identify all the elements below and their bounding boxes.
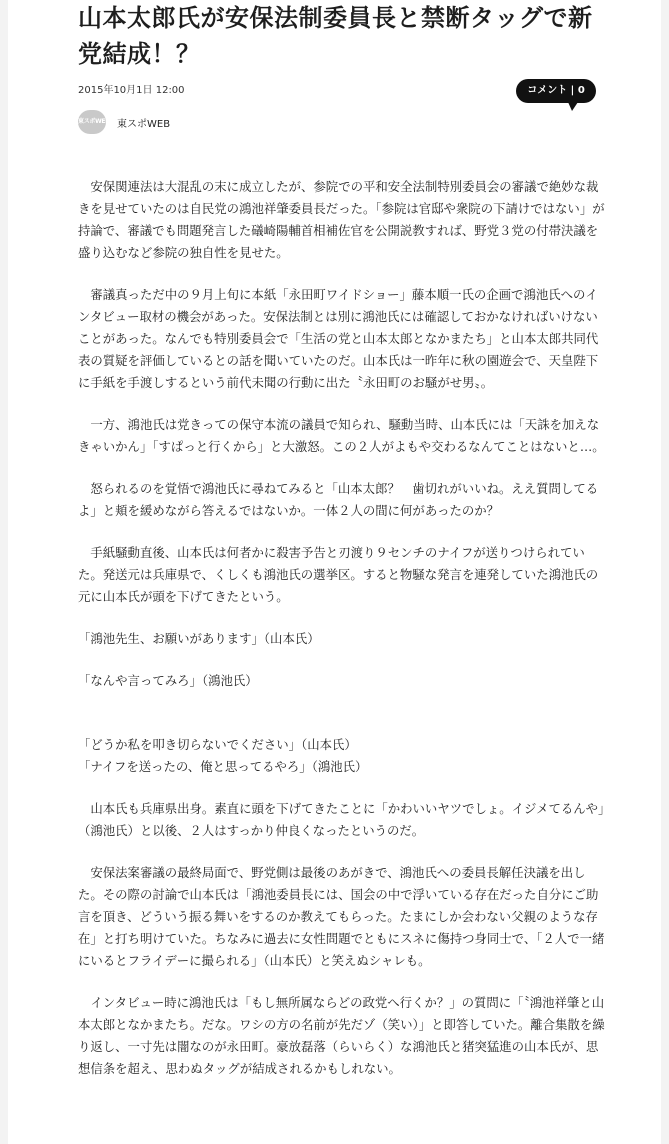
article-body bbox=[78, 176, 606, 1100]
article-title: 山本太郎氏が安保法制委員長と禁断タッグで新党結成！？ bbox=[78, 4, 593, 68]
quote-line: 「なんや言ってみろ」（鴻池氏） bbox=[78, 673, 258, 688]
quote-line: 「どうか私を叩き切らないでください」（山本氏） bbox=[78, 737, 357, 752]
body-paragraph: インタビュー時に鴻池氏は「もし無所属ならどの政党へ行くか？」の質問に「〝鴻池祥肇と山本太郎となかまたち。だな。ワシの方の名前が先だゾ（笑い）」と即答していた。離合集散を繰り返し、一寸先は闇なのが永田町。豪放磊落（らいらく）な鴻池氏と猪突猛進の山本氏が、思想信条を超え、思わぬタッグが結成されるかもしれない。 bbox=[78, 995, 605, 1076]
quote-line: 「鴻池先生、お願いがあります」（山本氏） bbox=[78, 631, 320, 646]
body-paragraph: 安保関連法は大混乱の末に成立したが、参院での平和安全法制特別委員会の審議で絶妙な裁きを見せていたのは自民党の鴻池祥肇委員長だった。「参院は官邸や衆院の下請けではない」が持論で、審議でも問題発言した礒崎陽輔首相補佐官を公開説教すれば、野党３党の付帯決議を盛り込むなど参院の独自性を見せた。 bbox=[78, 179, 605, 260]
body-paragraph: 審議真っただ中の９月上旬に本紙「永田町ワイドショー」藤本順一氏の企画で鴻池氏へのインタビュー取材の機会があった。安保法制とは別に鴻池氏には確認しておかなければいけないことがあった。なんでも特別委員会で「生活の党と山本太郎となかまたち」と山本太郎共同代表の質疑を評価しているとの話を聞いていたのだ。山本氏は一昨年に秋の園遊会で、天皇陛下に手紙を手渡しするという前代未聞の行動に出た〝永田町のお騒がせ男〟。 bbox=[78, 287, 599, 390]
body-paragraph: 安保法案審議の最終局面で、野党側は最後のあがきで、鴻池氏への委員長解任決議を出した。その際の討論で山本氏は「鴻池委員長には、国会の中で浮いている存在だった自分にご助言を頂き、どういう振る舞いをするのか教えてもらった。たまにしか会わない父親のような存在」と打ち明けていた。ちなみに過去に女性問題でともにスネに傷持つ身同士で、「２人で一緒にいるとフライデーに撮られる」（山本氏）と笑えぬシャレも。 bbox=[78, 865, 605, 968]
publish-date: 2015年10月1日 12:00 bbox=[78, 85, 185, 96]
comment-count-button[interactable]: コメント | 0 bbox=[516, 79, 596, 103]
body-paragraph: 一方、鴻池氏は党きっての保守本流の議員で知られ、騒動当時、山本氏には「天誅を加えなきゃいかん」「すぱっと行くから」と大激怒。この２人がよもや交わるなんてことはないと…。 bbox=[78, 417, 605, 454]
article bbox=[8, 0, 661, 1144]
source-byline[interactable] bbox=[78, 110, 170, 134]
source-name[interactable]: 東スポWEB bbox=[117, 118, 171, 130]
quote-line: 「ナイフを送ったの、俺と思ってるやろ」（鴻池氏） bbox=[78, 759, 368, 774]
body-paragraph: 手紙騒動直後、山本氏は何者かに殺害予告と刃渡り９センチのナイフが送りつけられていた。発送元は兵庫県で、くしくも鴻池氏の選挙区。すると物騒な発言を連発していた鴻池氏の元に山本氏が頭を下げてきたという。 bbox=[78, 545, 599, 604]
source-logo-icon[interactable]: 東スポWEB bbox=[78, 110, 106, 134]
body-paragraph: 怒られるのを覚悟で鴻池氏に尋ねてみると「山本太郎？ 歯切れがいいね。ええ質問してるよ」と頬を緩めながら答えるではないか。一体２人の間に何があったのか？ bbox=[78, 481, 599, 518]
body-paragraph: 山本氏も兵庫県出身。素直に頭を下げてきたことに「かわいいヤツでしょ。イジメてるんや」（鴻池氏）と以後、２人はすっかり仲良くなったというのだ。 bbox=[78, 801, 605, 838]
